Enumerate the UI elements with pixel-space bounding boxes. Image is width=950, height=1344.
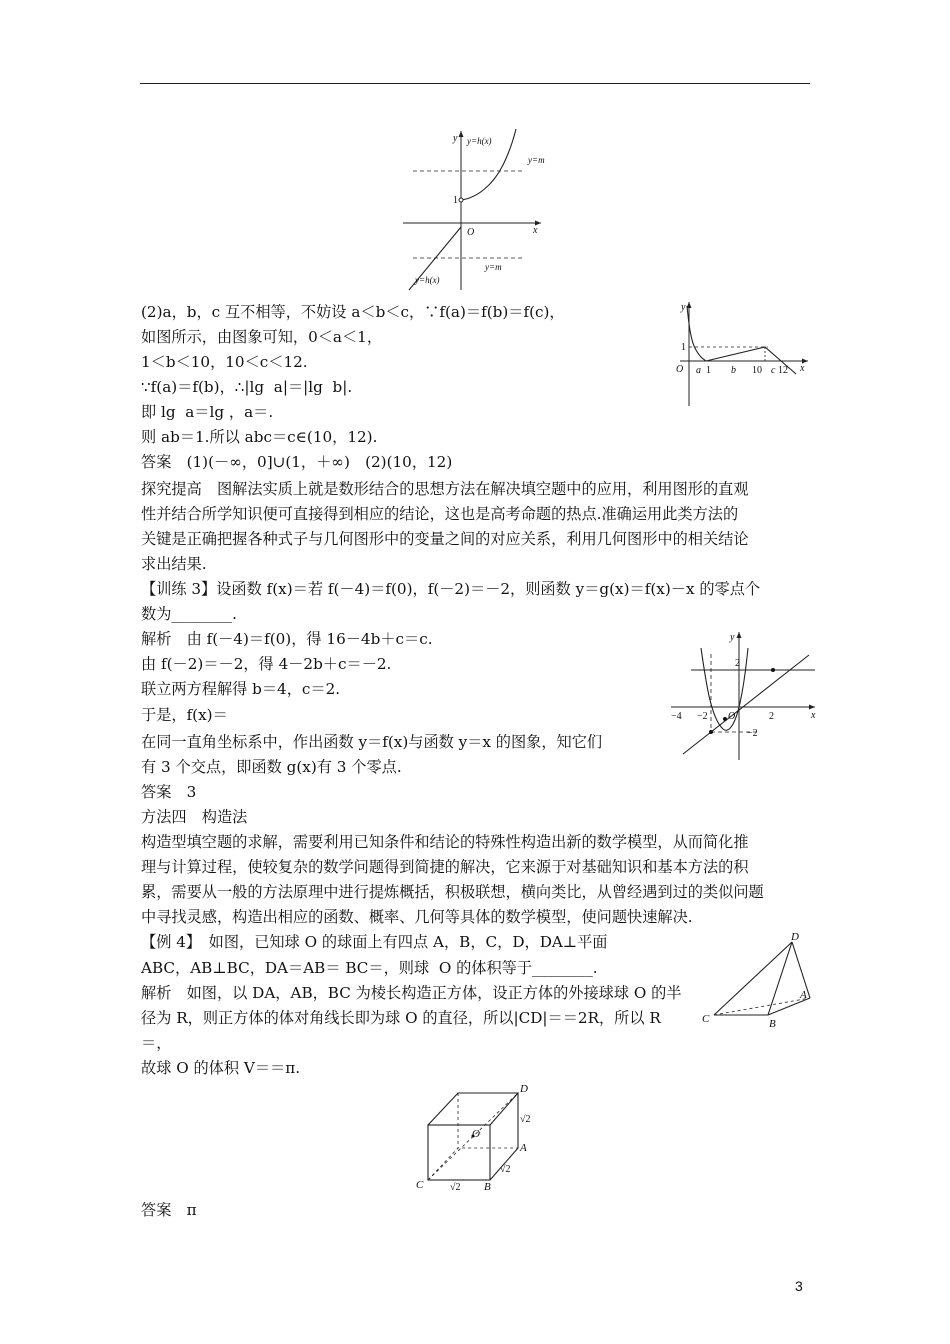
- y-axis-label: y: [453, 133, 458, 144]
- section-heading: 方法四 构造法: [141, 808, 248, 826]
- vertex-label-b: B: [484, 1181, 491, 1193]
- text-line: 故球 O 的体积 V＝＝π.: [141, 1059, 301, 1077]
- text-line: 【训练 3】设函数 f(x)＝若 f(－4)＝f(0)，f(－2)＝－2，则函数 y＝g(x)＝f(x)－x 的零点个: [141, 580, 761, 598]
- figure-cube: [412, 1080, 542, 1195]
- text-line: 即 lg a＝lg ，a＝.: [141, 403, 274, 421]
- text-line: 【例 4】 如图，已知球 O 的球面上有四点 A，B，C，D，DA⊥平面: [141, 933, 608, 951]
- curve-label-bottom: y=h(x): [415, 275, 440, 285]
- vertex-label-d: D: [791, 931, 799, 943]
- origin-label: O: [467, 227, 475, 238]
- tick-label-2y: 2: [735, 658, 740, 669]
- x-axis-label: x: [533, 225, 538, 236]
- text-line: 如图所示，由图象可知，0＜a＜1，: [141, 328, 383, 346]
- figure-fx-graph: [663, 628, 823, 763]
- text-line: 联立两方程解得 b＝4，c＝2.: [141, 680, 341, 698]
- vertex-label-c: C: [702, 1013, 710, 1025]
- figure-pyramid: [698, 930, 816, 1030]
- text-line: 关键是正确把握各种式子与几何图形中的变量之间的对应关系，利用几何图形中的相关结论: [141, 530, 749, 548]
- vertex-label-c: C: [416, 1179, 424, 1191]
- x-axis-label: x: [800, 363, 805, 374]
- tick-label-1x: 1: [706, 365, 711, 376]
- vertex-label-a: A: [800, 989, 807, 1001]
- tick-label-2x: 2: [769, 711, 774, 722]
- y-axis-label: y: [681, 302, 686, 313]
- text-line: 求出结果.: [141, 555, 207, 573]
- text-line: 于是，f(x)＝: [141, 706, 228, 724]
- text-line: 构造型填空题的求解，需要利用已知条件和结论的特殊性构造出新的数学模型，从而简化推: [141, 833, 749, 851]
- x-axis-label: x: [811, 710, 816, 721]
- origin-label: O: [728, 711, 736, 722]
- edge-label-sqrt2-bc: √2: [450, 1182, 461, 1193]
- vertex-label-d: D: [520, 1083, 528, 1095]
- text-line: 理与计算过程，使较复杂的数学问题得到简捷的解决，它来源于对基础知识和基本方法的积: [141, 858, 749, 876]
- text-line: ＝，: [141, 1034, 172, 1052]
- tick-label-b: b: [731, 365, 736, 376]
- y-axis-label: y: [730, 632, 735, 643]
- text-line: (2)a，b，c 互不相等，不妨设 a＜b＜c，∵f(a)＝f(b)＝f(c)，: [141, 303, 565, 321]
- tick-label-12: 12: [778, 365, 788, 376]
- text-line: 1＜b＜10，10＜c＜12.: [141, 353, 308, 371]
- answer-line: 答案 (1)(－∞，0]∪(1，＋∞) (2)(10，12): [141, 453, 453, 471]
- text-line: 则 ab＝1.所以 abc＝c∈(10，12).: [141, 428, 378, 446]
- origin-label: O: [676, 364, 684, 375]
- answer-line: 答案 3: [141, 783, 197, 801]
- answer-line: 答案 π: [141, 1201, 197, 1219]
- tick-label-neg2: −2: [697, 711, 708, 722]
- text-line: ∵f(a)＝f(b)，∴|lg a|＝|lg b|.: [141, 378, 353, 396]
- line-label-m-bottom: y=m: [485, 262, 502, 272]
- tick-label-1: 1: [681, 342, 686, 353]
- line-label-m-top: y=m: [528, 155, 545, 165]
- tick-label-1: 1: [453, 195, 458, 206]
- text-line: 在同一直角坐标系中，作出函数 y＝f(x)与函数 y＝x 的图象，知它们: [141, 733, 603, 751]
- text-line: 探究提高 图解法实质上就是数形结合的思想方法在解决填空题中的应用，利用图形的直观: [141, 480, 749, 498]
- curve-label-top: y=h(x): [467, 136, 492, 146]
- tick-label-a: a: [696, 365, 701, 376]
- vertex-label-a: A: [520, 1142, 527, 1154]
- header-rule: [140, 83, 810, 84]
- figure-hx-graph: [395, 125, 555, 295]
- text-line: 解析 如图，以 DA，AB，BC 为棱长构造正方体，设正方体的外接球球 O 的半: [141, 984, 682, 1002]
- text-line: 由 f(－2)＝－2，得 4－2b＋c＝－2.: [141, 655, 392, 673]
- vertex-label-b: B: [769, 1018, 776, 1030]
- tick-label-neg2y: −2: [747, 728, 758, 739]
- tick-label-c: c: [771, 365, 776, 376]
- page-number: 3: [795, 1278, 803, 1294]
- text-line: 性并结合所学知识便可直接得到相应的结论，这也是高考命题的热点.准确运用此类方法的: [141, 505, 739, 523]
- text-line: 解析 由 f(－4)＝f(0)，得 16－4b＋c＝c.: [141, 630, 433, 648]
- tick-label-neg4: −4: [671, 711, 682, 722]
- text-line: 径为 R，则正方体的体对角线长即为球 O 的直径，所以|CD|＝＝2R，所以 R: [141, 1009, 661, 1027]
- figure-lg-graph: [672, 298, 822, 410]
- center-label-o: O: [472, 1128, 480, 1140]
- text-line: 数为________.: [141, 605, 237, 623]
- tick-label-10: 10: [752, 365, 762, 376]
- edge-label-sqrt2-da: √2: [520, 1114, 531, 1125]
- edge-label-sqrt2-ab: √2: [500, 1164, 511, 1175]
- text-line: ABC，AB⊥BC，DA＝AB＝ BC＝，则球 O 的体积等于________.: [141, 959, 598, 977]
- text-line: 中寻找灵感，构造出相应的函数、概率、几何等具体的数学模型，使问题快速解决.: [141, 908, 693, 926]
- text-line: 累，需要从一般的方法原理中进行提炼概括，积极联想，横向类比，从曾经遇到过的类似问题: [141, 883, 764, 901]
- text-line: 有 3 个交点，即函数 g(x)有 3 个零点.: [141, 758, 402, 776]
